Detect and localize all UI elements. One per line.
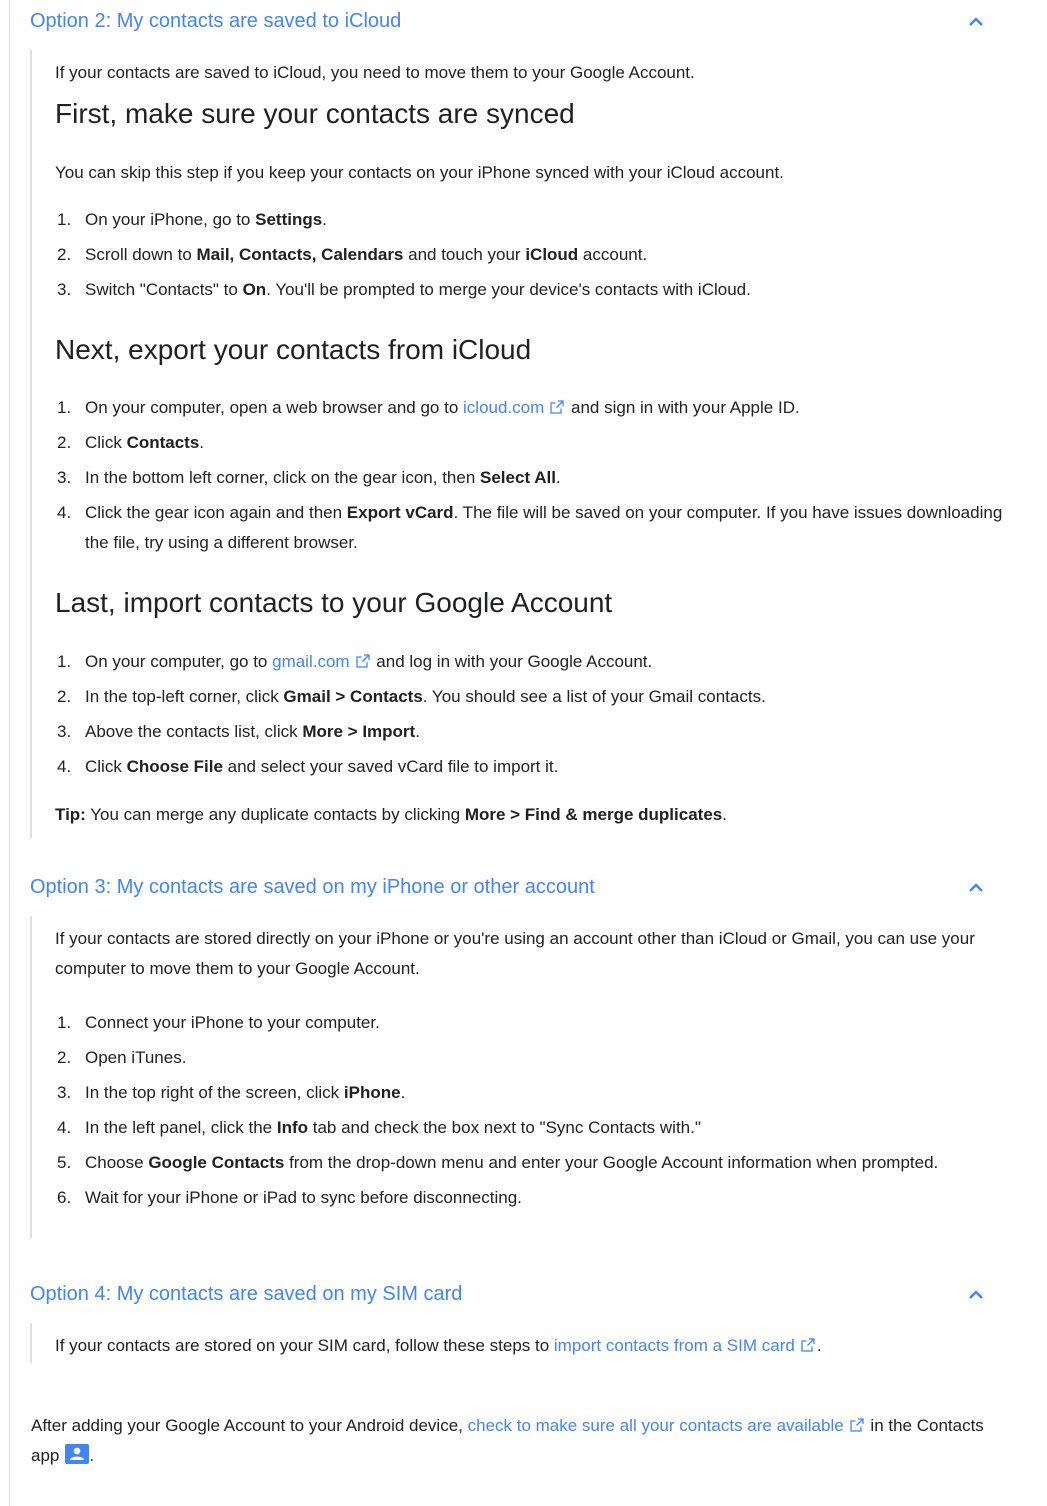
export-steps [55, 393, 1005, 558]
option-3-body [30, 916, 1005, 1238]
option-3-intro: If your contacts are stored directly on your iPhone or you're using an account other than iCloud or Gmail, you can use your computer to move them to your Google Account. [55, 929, 975, 978]
list-item: 4. Click Choose File and select your saved vCard file to import it. [57, 757, 559, 776]
tip: Tip: You can merge any duplicate contacts by clicking More > Find & merge duplicates. [55, 805, 727, 824]
list-item: 3. Above the contacts list, click More > Import. [57, 722, 420, 741]
sim-import-link[interactable]: import contacts from a SIM card [553, 1336, 795, 1355]
list-item: 3. Switch "Contacts" to On. You'll be prompted to merge your device's contacts with iCloud. [57, 280, 751, 299]
option-2-header[interactable] [30, 2, 1005, 36]
list-item: 2. In the top-left corner, click Gmail > Contacts. You should see a list of your Gmail contacts. [57, 687, 766, 706]
icloud-link[interactable]: icloud.com [463, 398, 545, 417]
option-2-intro: If your contacts are saved to iCloud, you need to move them to your Google Account. [55, 63, 695, 82]
chevron-up-icon[interactable] [966, 1285, 986, 1305]
option-2-section [30, 2, 1005, 836]
option-3-steps [55, 1008, 1005, 1213]
list-item: 2. Open iTunes. [57, 1048, 187, 1067]
list-item: 2. Click Contacts. [57, 433, 205, 452]
list-item: 6. Wait for your iPhone or iPad to sync before disconnecting. [57, 1188, 522, 1207]
section-bar [30, 1323, 32, 1363]
list-item: 4. In the left panel, click the Info tab and check the box next to "Sync Contacts with." [57, 1118, 701, 1137]
option-3-header[interactable] [30, 868, 1005, 902]
option-4-title: Option 4: My contacts are saved on my SIM card [30, 1283, 463, 1305]
external-link-icon [850, 1418, 864, 1432]
option-4-body [30, 1323, 1005, 1363]
heading-sync: First, make sure your contacts are synced [55, 98, 575, 129]
check-contacts-link[interactable]: check to make sure all your contacts are available [467, 1416, 844, 1435]
list-item: 2. Scroll down to Mail, Contacts, Calendars and touch your iCloud account. [57, 245, 648, 264]
list-item: 4. Click the gear icon again and then Export vCard. The file will be saved on your computer. If you have issues downloading the file, try using a different browser. [57, 503, 1003, 552]
option-4-section [30, 1275, 1005, 1395]
heading-import: Last, import contacts to your Google Account [55, 587, 613, 618]
option-3-title: Option 3: My contacts are saved on my iPhone or other account [30, 876, 595, 898]
list-item: 3. In the bottom left corner, click on the gear icon, then Select All. [57, 468, 561, 487]
external-link-icon [356, 654, 370, 668]
option-2-title: Option 2: My contacts are saved to iCloud [30, 10, 402, 32]
external-link-icon [801, 1338, 815, 1352]
import-steps [55, 647, 1005, 782]
contacts-app-icon [65, 1444, 89, 1464]
option-4-header[interactable] [30, 1275, 1005, 1309]
external-link-icon [550, 400, 564, 414]
option-3-section [30, 868, 1005, 1238]
section-bar [30, 50, 32, 838]
chevron-up-icon[interactable] [966, 12, 986, 32]
option-2-body [30, 50, 1005, 836]
list-item: 5. Choose Google Contacts from the drop-down menu and enter your Google Account information when prompted. [57, 1153, 939, 1172]
list-item: 1. On your computer, go to gmail.com and log in with your Google Account. [57, 652, 653, 671]
list-item: 1. On your computer, open a web browser and go to icloud.com and sign in with your Apple ID. [57, 398, 800, 417]
gmail-link[interactable]: gmail.com [272, 652, 350, 671]
list-item: 1. Connect your iPhone to your computer. [57, 1013, 380, 1032]
chevron-up-icon[interactable] [966, 878, 986, 898]
section-bar [30, 916, 32, 1238]
list-item: 1. On your iPhone, go to Settings. [57, 210, 327, 229]
left-border [9, 0, 10, 1506]
sync-note: You can skip this step if you keep your contacts on your iPhone synced with your iCloud account. [55, 163, 784, 182]
sync-steps [55, 205, 1005, 305]
heading-export: Next, export your contacts from iCloud [55, 334, 532, 365]
list-item: 3. In the top right of the screen, click iPhone. [57, 1083, 406, 1102]
option-4-text: If your contacts are stored on your SIM card, follow these steps to import contacts from a SIM card . [55, 1336, 822, 1355]
footer-text: After adding your Google Account to your Android device, check to make sure all your contacts are available in the Contacts app . [31, 1416, 984, 1465]
